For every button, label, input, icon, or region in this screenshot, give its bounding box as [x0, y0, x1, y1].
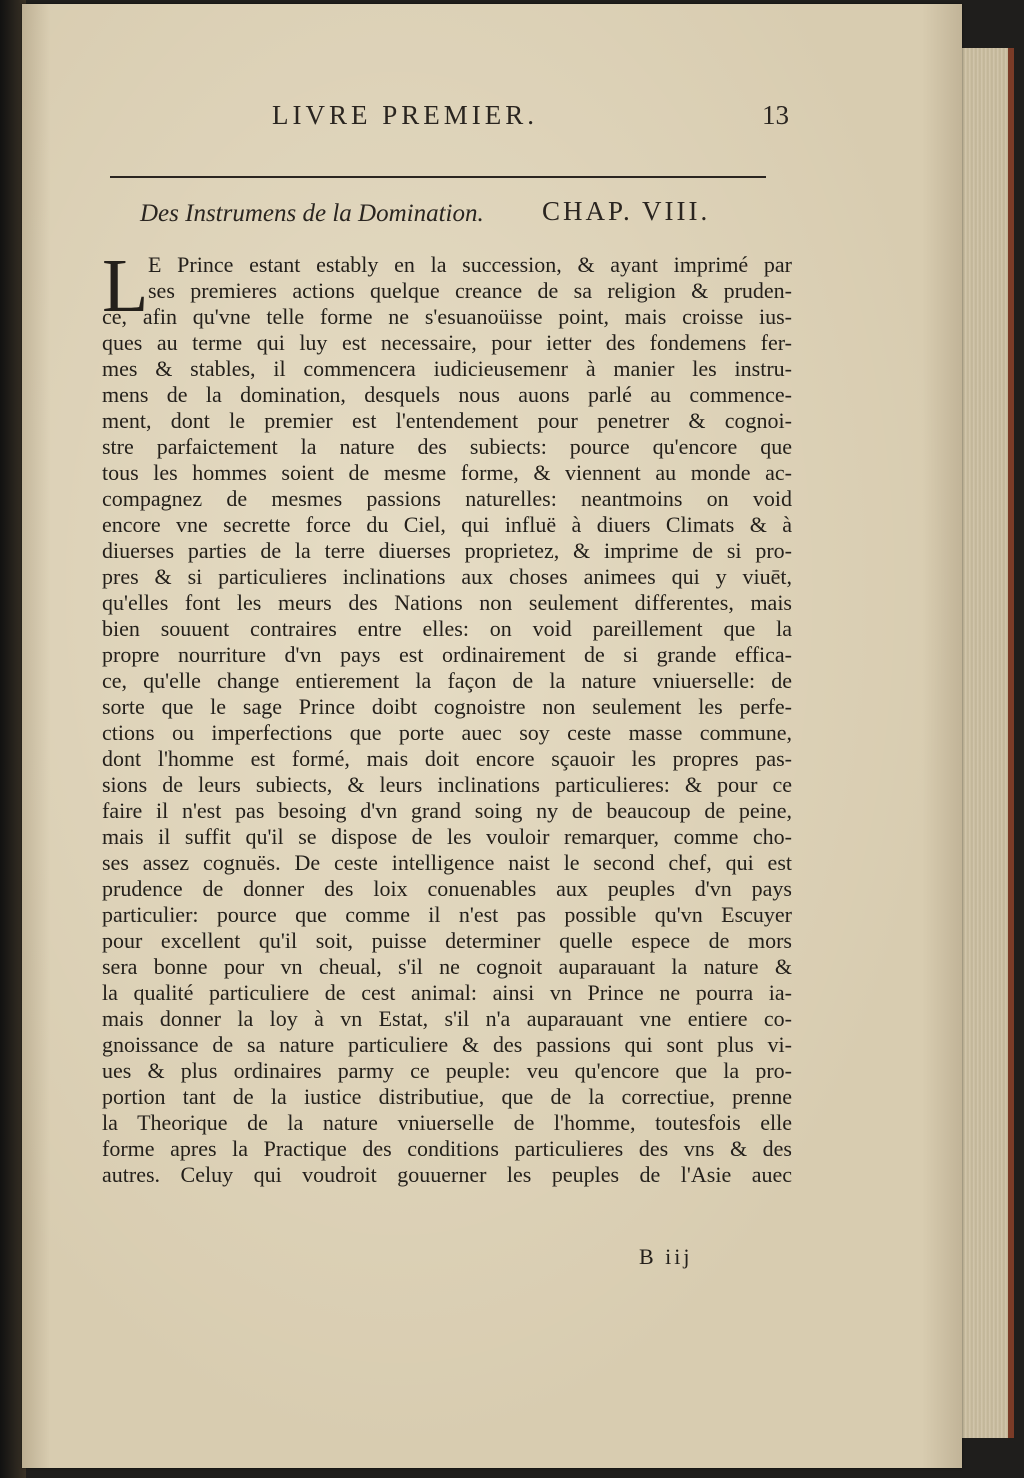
text-line: diuerses parties de la terre diuerses proprietez, & imprime de si pro-: [102, 538, 792, 563]
text-line: ses premieres actions quelque creance de sa religion & pruden-: [148, 278, 792, 303]
text-line: tous les hommes soient de mesme forme, & viennent au monde ac-: [102, 460, 792, 485]
page-number: 13: [762, 100, 789, 130]
chapter-heading: [140, 194, 780, 238]
text-line: pour excellent qu'il soit, puisse determiner quelle espece de mors: [102, 928, 792, 953]
page-edges: [958, 48, 1014, 1438]
text-line: mes & stables, il commencera iudicieusemenr à manier les instru-: [102, 356, 792, 381]
text-line: mais donner la loy à vn Estat, s'il n'a auparauant vne entiere co-: [102, 1006, 792, 1031]
text-line: bien souuent contraires entre elles: on void pareillement que la: [102, 616, 792, 641]
signature-mark: B iij: [639, 1244, 693, 1269]
text-line: ues & plus ordinaires parmy ce peuple: veu qu'encore que la pro-: [102, 1058, 792, 1083]
drop-cap: L: [102, 244, 149, 328]
book-page: [22, 4, 962, 1468]
chapter-title: Des Instrumens de la Domination.: [140, 200, 484, 227]
text-line: mens de la domination, desquels nous auons parlé au commence-: [102, 382, 792, 407]
text-line: particulier: pource que comme il n'est pas possible qu'vn Escuyer: [102, 902, 792, 927]
text-line: forme apres la Practique des conditions particulieres des vns & des: [102, 1136, 792, 1161]
text-line: la qualité particuliere de cest animal: ainsi vn Prince ne pourra ia-: [102, 980, 792, 1005]
text-line: prudence de donner des loix conuenables aux peuples d'vn pays: [102, 876, 792, 901]
text-line: sorte que le sage Prince doibt cognoistre non seulement les perfe-: [102, 694, 792, 719]
text-line: ques au terme qui luy est necessaire, pour ietter des fondemens fer-: [102, 330, 792, 355]
text-line: ce, afin qu'vne telle forme ne s'esuanoüisse point, mais croisse ius-: [102, 304, 792, 329]
text-line: encore vne secrette force du Ciel, qui influë à diuers Climats & à: [102, 512, 792, 537]
text-line: pres & si particulieres inclinations aux choses animees qui y viuēt,: [102, 564, 792, 589]
text-line: E Prince estant estably en la succession, & ayant imprimé par: [148, 252, 792, 277]
text-line: autres. Celuy qui voudroit gouuerner les peuples de l'Asie auec: [102, 1162, 792, 1187]
body-text: [102, 244, 792, 1452]
text-line: sions de leurs subiects, & leurs inclinations particulieres: & pour ce: [102, 772, 792, 797]
text-line: propre nourriture d'vn pays est ordinairement de si grande effica-: [102, 642, 792, 667]
text-line: ce, qu'elle change entierement la façon de la nature vniuerselle: de: [102, 668, 792, 693]
running-head-title: LIVRE PREMIER.: [272, 100, 539, 130]
text-line: la Theorique de la nature vniuerselle de l'homme, toutesfois elle: [102, 1110, 792, 1135]
header-rule: [110, 176, 766, 178]
text-line: ment, dont le premier est l'entendement pour penetrer & cognoi-: [102, 408, 792, 433]
text-line: qu'elles font les meurs des Nations non seulement differentes, mais: [102, 590, 792, 615]
text-line: ctions ou imperfections que porte auec soy ceste masse commune,: [102, 720, 792, 745]
chapter-number: CHAP. VIII.: [542, 196, 711, 226]
text-line: ses assez cognuës. De ceste intelligence naist le second chef, qui est: [102, 850, 792, 875]
text-line: portion tant de la iustice distributiue, que de la correctiue, prenne: [102, 1084, 792, 1109]
text-line: mais il suffit qu'il se dispose de les vouloir remarquer, comme cho-: [102, 824, 792, 849]
running-head: [202, 100, 792, 140]
text-line: compagnez de mesmes passions naturelles: neantmoins on void: [102, 486, 792, 511]
text-line: gnoissance de sa nature particuliere & des passions qui sont plus vi-: [102, 1032, 792, 1057]
text-line: sera bonne pour vn cheual, s'il ne cognoit auparauant la nature &: [102, 954, 792, 979]
text-line: dont l'homme est formé, mais doit encore sçauoir les propres pas-: [102, 746, 792, 771]
text-line: stre parfaictement la nature des subiects: pource qu'encore que: [102, 434, 792, 459]
text-line: faire il n'est pas besoing d'vn grand soing ny de beaucoup de peine,: [102, 798, 792, 823]
